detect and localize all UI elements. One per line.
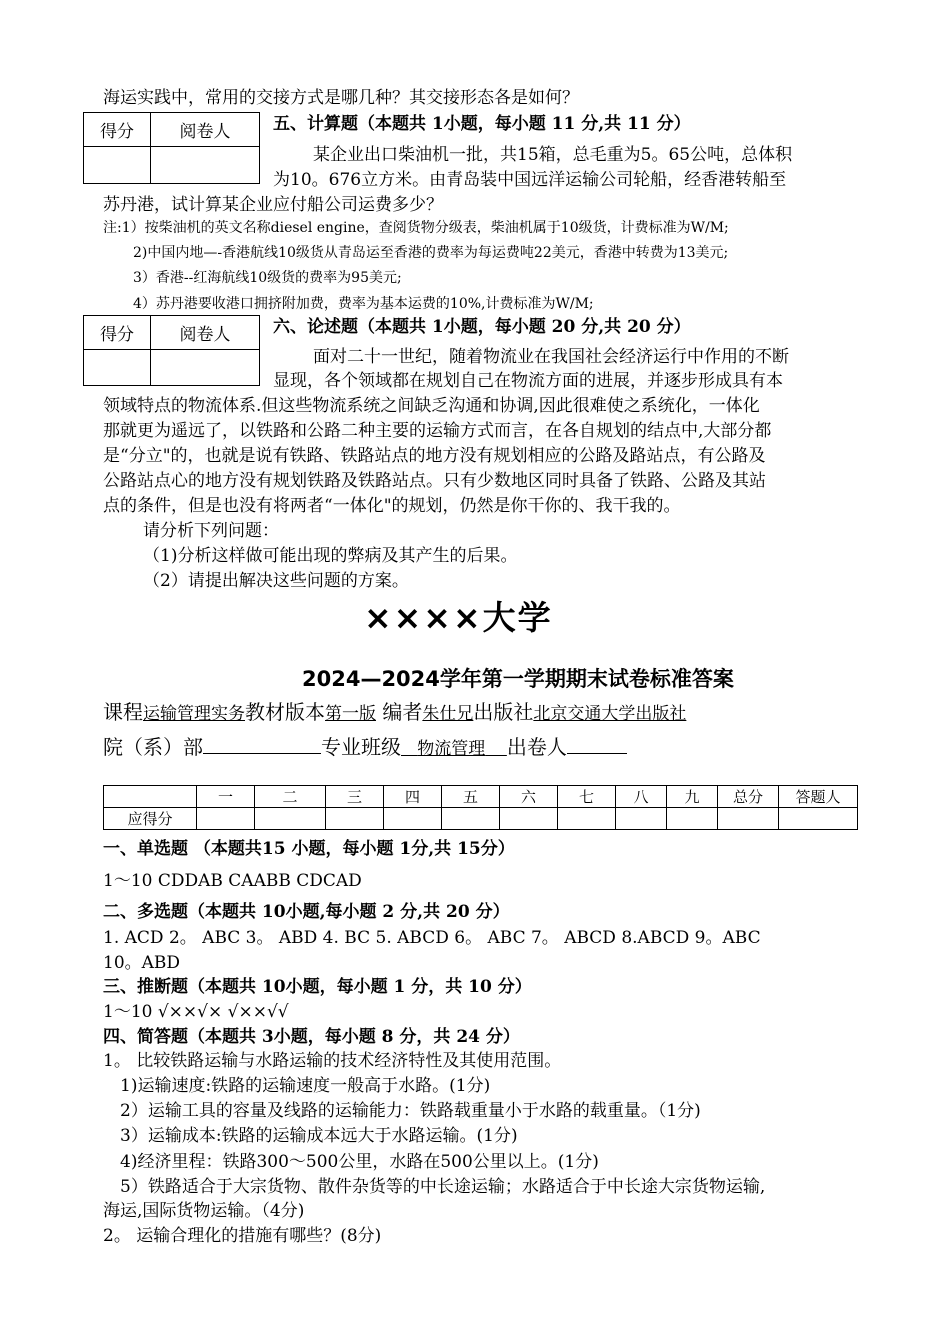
grid-cell[interactable]: [779, 808, 858, 830]
score-box: [83, 112, 260, 184]
note-line: 注:1）按柴油机的英文名称diesel engine，查阅货物分级表，柴油机属于10级货，计费标准为W/M;: [103, 220, 729, 236]
reviewer-cell[interactable]: [151, 350, 260, 386]
section-heading: 二、多选题（本题共 10小题,每小题 2 分,共 20 分）: [103, 902, 510, 922]
paragraph-line: 那就更为遥远了，以铁路和公路二种主要的运输方式而言，在各自规划的结点中,大部分都: [103, 421, 772, 441]
grid-cell[interactable]: [500, 808, 558, 830]
class-value: 物流管理: [417, 739, 486, 759]
grid-cell[interactable]: [718, 808, 779, 830]
paragraph-line: 点的条件，但是也没有将两者“一体化"的规划，仍然是你干你的、我干我的。: [103, 496, 681, 516]
course-label: 课程: [103, 700, 143, 724]
note-line: 2)中国内地—-香港航线10级货从青岛运至香港的费率为每运费吨22美元，香港中转费为13美元;: [133, 245, 729, 261]
paragraph-line: 为10。676立方米。由青岛装中国远洋运输公司轮船，经香港转船至: [273, 170, 787, 190]
university-title: ××××大学: [364, 598, 553, 637]
paragraph-line: 公路站点心的地方没有规划铁路及铁路站点。只有少数地区同时具备了铁路、公路及其站: [103, 471, 766, 491]
dept-label: 院（系）部: [103, 735, 203, 759]
question-item: （1)分析这样做可能出现的弊病及其产生的后果。: [143, 546, 518, 566]
answer-line: 海运,国际货物运输。（4分): [103, 1201, 305, 1221]
grid-cell[interactable]: [558, 808, 616, 830]
reviewer-label: 阅卷人: [151, 113, 260, 147]
grid-header: 四: [384, 786, 442, 808]
grid-header: 九: [667, 786, 718, 808]
edition-value: 第一版: [325, 704, 376, 724]
dept-info-line: [103, 732, 627, 764]
paragraph-line: 某企业出口柴油机一批，共15箱，总毛重为5。65公吨，总体积: [313, 145, 793, 165]
paragraph-line: 面对二十一世纪，随着物流业在我国社会经济运行中作用的不断: [313, 347, 789, 367]
note-line: 4）苏丹港要收港口拥挤附加费，费率为基本运费的10%,计费标准为W/M;: [133, 296, 594, 312]
answer-line: 1. ACD 2。 ABC 3。 ABD 4. BC 5. ABCD 6。 ABC 7。 ABCD 8.ABCD 9。ABC: [103, 928, 761, 948]
grid-header: 一: [197, 786, 255, 808]
publisher-label: 出版社: [473, 700, 534, 724]
score-box: [83, 315, 260, 386]
grid-header: 三: [326, 786, 384, 808]
exam-title: 2024—2024学年第一学期期末试卷标准答案: [302, 667, 734, 691]
answer-line: 1～10 √××√× √××√√: [103, 1002, 289, 1022]
grid-header: 六: [500, 786, 558, 808]
reviewer-label: 阅卷人: [151, 316, 260, 350]
grid-header: 二: [255, 786, 326, 808]
answer-line: 3）运输成本:铁路的运输成本远大于水路运输。(1分): [120, 1126, 518, 1146]
score-label: 得分: [84, 113, 151, 147]
author-label: 编者: [382, 700, 423, 724]
score-grid: [103, 785, 858, 830]
note-line: 3）香港--红海航线10级货的费率为95美元;: [133, 270, 402, 286]
grid-cell[interactable]: [384, 808, 442, 830]
grid-header: 答题人: [779, 786, 858, 808]
question-text: 海运实践中，常用的交接方式是哪几种？其交接形态各是如何？: [103, 88, 579, 108]
score-cell[interactable]: [84, 350, 151, 386]
course-info-line: [103, 697, 686, 729]
question-item: （2）请提出解决这些问题的方案。: [143, 571, 409, 591]
grid-header: 八: [616, 786, 667, 808]
grid-cell[interactable]: [197, 808, 255, 830]
grid-header: 七: [558, 786, 616, 808]
answer-line: 2。 运输合理化的措施有哪些？(8分): [103, 1226, 382, 1246]
paragraph-line: 领域特点的物流体系.但这些物流系统之间缺乏沟通和协调,因此很难使之系统化，一体化: [103, 396, 760, 416]
paragraph-line: 请分析下列问题：: [143, 521, 279, 541]
grid-header: 五: [442, 786, 500, 808]
answer-line: 4)经济里程：铁路300～500公里，水路在500公里以上。(1分): [120, 1152, 599, 1172]
grid-cell[interactable]: [667, 808, 718, 830]
publisher-name: 北京交通大学出版社: [533, 704, 687, 724]
section-heading: 六、论述题（本题共 1小题，每小题 20 分,共 20 分）: [273, 317, 691, 337]
section-heading: 四、简答题（本题共 3小题，每小题 8 分，共 24 分）: [103, 1027, 520, 1047]
reviewer-cell[interactable]: [151, 147, 260, 184]
grid-cell[interactable]: [255, 808, 326, 830]
class-label: 专业班级: [321, 735, 401, 759]
answer-line: 1。 比较铁路运输与水路运输的技术经济特性及其使用范围。: [103, 1051, 562, 1071]
grid-header: [104, 786, 197, 808]
grid-cell[interactable]: [326, 808, 384, 830]
setter-blank[interactable]: [567, 733, 627, 754]
answer-line: 1)运输速度:铁路的运输速度一般高于水路。(1分): [120, 1076, 491, 1096]
answer-line: 10。ABD: [103, 953, 181, 973]
section-heading: 五、计算题（本题共 1小题，每小题 11 分,共 11 分）: [273, 114, 691, 134]
grid-row-label: 应得分: [104, 808, 197, 830]
grid-header: 总分: [718, 786, 779, 808]
author-name: 朱仕兄: [422, 704, 474, 724]
paragraph-line: 苏丹港，试计算某企业应付船公司运费多少？: [103, 195, 443, 215]
section-heading: 三、推断题（本题共 10小题，每小题 1 分，共 10 分）: [103, 977, 532, 997]
setter-label: 出卷人: [506, 735, 567, 759]
answer-line: 5）铁路适合于大宗货物、散件杂货等的中长途运输；水路适合于中长途大宗货物运输,: [120, 1177, 766, 1197]
section-heading: 一、单选题 （本题共15 小题，每小题 1分,共 15分）: [103, 839, 515, 859]
grid-cell[interactable]: [616, 808, 667, 830]
paragraph-line: 显现，各个领域都在规划自己在物流方面的进展，并逐步形成具有本: [273, 371, 783, 391]
paragraph-line: 是“分立"的，也就是说有铁路、铁路站点的地方没有规划相应的公路及路站点，有公路及: [103, 446, 766, 466]
edition-label: 教材版本: [245, 700, 325, 724]
answer-line: 2）运输工具的容量及线路的运输能力：铁路载重量小于水路的载重量。（1分): [120, 1101, 701, 1121]
score-cell[interactable]: [84, 147, 151, 184]
grid-cell[interactable]: [442, 808, 500, 830]
dept-blank[interactable]: [203, 733, 321, 754]
course-name: 运输管理实务: [143, 704, 245, 724]
score-label: 得分: [84, 316, 151, 350]
answer-line: 1～10 CDDAB CAABB CDCAD: [103, 871, 362, 891]
